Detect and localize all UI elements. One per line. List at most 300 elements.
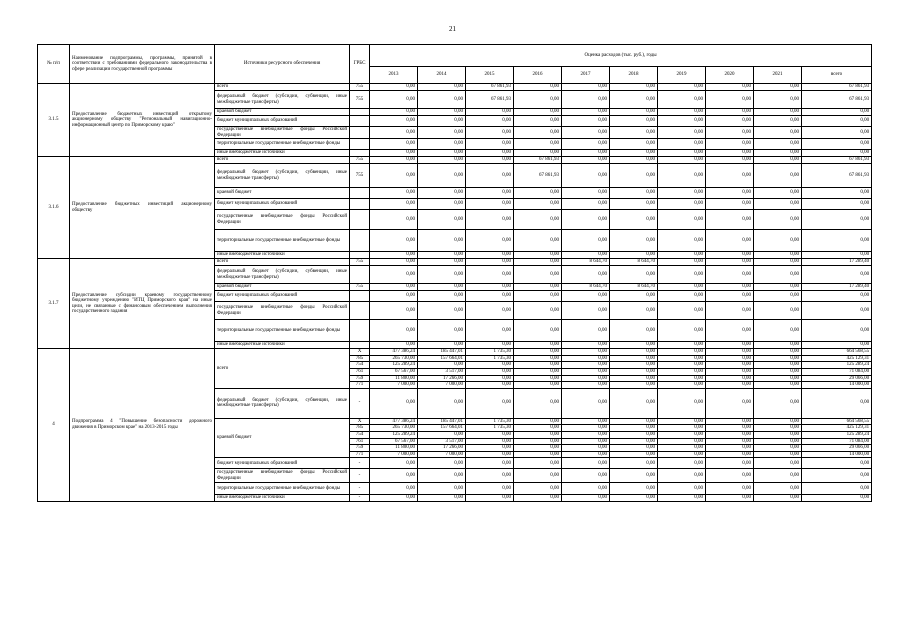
amount-cell: 7 000,00 bbox=[370, 382, 418, 389]
amount-cell: 0,00 bbox=[658, 164, 706, 188]
amount-cell: 0,00 bbox=[514, 84, 562, 91]
amount-cell: 0,00 bbox=[754, 418, 802, 425]
amount-cell: 0,00 bbox=[370, 483, 418, 495]
amount-cell: 0,00 bbox=[658, 266, 706, 284]
amount-cell: 0,00 bbox=[658, 259, 706, 266]
amount-cell: 0,00 bbox=[466, 388, 514, 418]
grbs-code bbox=[350, 252, 370, 259]
amount-cell: 0,00 bbox=[418, 127, 466, 139]
amount-cell: 0,00 bbox=[802, 150, 872, 157]
amount-cell: 477 386,24 bbox=[370, 349, 418, 356]
amount-cell: 0,00 bbox=[610, 109, 658, 116]
row-number: 3.1.7 bbox=[38, 259, 70, 349]
funding-source: государственные внебюджетные фонды Российской Федерации bbox=[215, 210, 350, 230]
grbs-code: 759 bbox=[350, 375, 370, 382]
amount-cell: 0,00 bbox=[754, 199, 802, 210]
amount-cell: 0,00 bbox=[706, 458, 754, 469]
amount-cell: 0,00 bbox=[562, 425, 610, 432]
amount-cell: 0,00 bbox=[466, 116, 514, 127]
amount-cell: 0,00 bbox=[754, 188, 802, 199]
amount-cell: 0,00 bbox=[418, 362, 466, 369]
header-grbs: ГРБС bbox=[350, 45, 370, 84]
amount-cell: 0,00 bbox=[466, 382, 514, 389]
amount-cell: 0,00 bbox=[802, 266, 872, 284]
amount-cell: 0,00 bbox=[658, 375, 706, 382]
amount-cell: 0,00 bbox=[706, 368, 754, 375]
amount-cell: 0,00 bbox=[706, 438, 754, 445]
amount-cell: 0,00 bbox=[610, 425, 658, 432]
amount-cell: 0,00 bbox=[418, 469, 466, 483]
amount-cell: 0,00 bbox=[802, 139, 872, 150]
amount-cell: 0,00 bbox=[658, 320, 706, 342]
amount-cell: 0,00 bbox=[658, 458, 706, 469]
amount-cell: 0,00 bbox=[610, 291, 658, 302]
amount-cell: 0,00 bbox=[802, 291, 872, 302]
amount-cell: 0,00 bbox=[466, 188, 514, 199]
amount-cell: 0,00 bbox=[754, 84, 802, 91]
amount-cell: 0,00 bbox=[562, 388, 610, 418]
amount-cell: 11 800,00 bbox=[370, 375, 418, 382]
amount-cell: 0,00 bbox=[514, 210, 562, 230]
amount-cell: 0,00 bbox=[802, 109, 872, 116]
funding-source: иные внебюджетные источники bbox=[215, 150, 350, 157]
amount-cell: 0,00 bbox=[610, 266, 658, 284]
amount-cell: 0,00 bbox=[466, 320, 514, 342]
amount-cell: 8 644,70 bbox=[610, 284, 658, 291]
row-number: 3.1.6 bbox=[38, 157, 70, 259]
amount-cell: 0,00 bbox=[706, 495, 754, 502]
amount-cell: 0,00 bbox=[706, 469, 754, 483]
grbs-code: X bbox=[350, 349, 370, 356]
amount-cell: 0,00 bbox=[706, 320, 754, 342]
amount-cell: 0,00 bbox=[706, 425, 754, 432]
amount-cell: 0,00 bbox=[706, 150, 754, 157]
amount-cell: 0,00 bbox=[658, 284, 706, 291]
funding-source: всего bbox=[215, 349, 350, 389]
amount-cell: 0,00 bbox=[418, 284, 466, 291]
grbs-code bbox=[350, 342, 370, 349]
amount-cell: 67 861,93 bbox=[802, 164, 872, 188]
amount-cell: 0,00 bbox=[658, 150, 706, 157]
funding-source: бюджет муниципальных образований bbox=[215, 199, 350, 210]
amount-cell: 0,00 bbox=[514, 382, 562, 389]
amount-cell: 0,00 bbox=[658, 84, 706, 91]
grbs-code: 755 bbox=[350, 157, 370, 164]
amount-cell: 0,00 bbox=[562, 139, 610, 150]
amount-cell: 0,00 bbox=[658, 109, 706, 116]
amount-cell: 0,00 bbox=[466, 438, 514, 445]
budget-table bbox=[37, 44, 872, 502]
amount-cell: 0,00 bbox=[706, 266, 754, 284]
amount-cell: 0,00 bbox=[706, 362, 754, 369]
amount-cell: 0,00 bbox=[418, 210, 466, 230]
amount-cell: 0,00 bbox=[610, 355, 658, 362]
amount-cell: 0,00 bbox=[514, 458, 562, 469]
amount-cell: 0,00 bbox=[418, 483, 466, 495]
amount-cell: 0,00 bbox=[706, 431, 754, 438]
amount-cell: 17 266,00 bbox=[418, 375, 466, 382]
amount-cell: 0,00 bbox=[658, 418, 706, 425]
amount-cell: 0,00 bbox=[706, 230, 754, 252]
amount-cell: 0,00 bbox=[562, 368, 610, 375]
amount-cell: 0,00 bbox=[754, 157, 802, 164]
amount-cell: 0,00 bbox=[562, 199, 610, 210]
amount-cell: 67 861,93 bbox=[514, 164, 562, 188]
amount-cell: 29 066,00 bbox=[802, 445, 872, 452]
table-row bbox=[38, 84, 872, 91]
amount-cell: 0,00 bbox=[466, 483, 514, 495]
amount-cell: 0,00 bbox=[754, 355, 802, 362]
amount-cell: 157 664,01 bbox=[418, 425, 466, 432]
amount-cell: 0,00 bbox=[514, 451, 562, 458]
amount-cell: 0,00 bbox=[370, 458, 418, 469]
amount-cell: 7 000,00 bbox=[418, 382, 466, 389]
amount-cell: 0,00 bbox=[514, 284, 562, 291]
amount-cell: 0,00 bbox=[466, 368, 514, 375]
amount-cell: 11 800,00 bbox=[370, 445, 418, 452]
amount-cell: 0,00 bbox=[466, 469, 514, 483]
amount-cell: 0,00 bbox=[562, 302, 610, 320]
amount-cell: 0,00 bbox=[562, 291, 610, 302]
amount-cell: 0,00 bbox=[802, 469, 872, 483]
amount-cell: 0,00 bbox=[370, 84, 418, 91]
amount-cell: 7 000,00 bbox=[370, 451, 418, 458]
grbs-code: 755 bbox=[350, 91, 370, 109]
amount-cell: 1 735,30 bbox=[466, 355, 514, 362]
amount-cell: 0,00 bbox=[754, 362, 802, 369]
amount-cell: 0,00 bbox=[562, 418, 610, 425]
amount-cell: 265 730,00 bbox=[370, 425, 418, 432]
grbs-code bbox=[350, 127, 370, 139]
amount-cell: 0,00 bbox=[562, 127, 610, 139]
amount-cell: 0,00 bbox=[514, 368, 562, 375]
amount-cell: 0,00 bbox=[370, 109, 418, 116]
amount-cell: 0,00 bbox=[418, 342, 466, 349]
amount-cell: 0,00 bbox=[754, 150, 802, 157]
amount-cell: 0,00 bbox=[418, 320, 466, 342]
amount-cell: 0,00 bbox=[802, 127, 872, 139]
amount-cell: 0,00 bbox=[754, 116, 802, 127]
amount-cell: 0,00 bbox=[754, 451, 802, 458]
amount-cell: 0,00 bbox=[754, 164, 802, 188]
amount-cell: 0,00 bbox=[514, 495, 562, 502]
amount-cell: 0,00 bbox=[562, 210, 610, 230]
amount-cell: 0,00 bbox=[754, 458, 802, 469]
amount-cell: 0,00 bbox=[466, 302, 514, 320]
amount-cell: 0,00 bbox=[754, 266, 802, 284]
amount-cell: 0,00 bbox=[514, 320, 562, 342]
amount-cell: 0,00 bbox=[466, 342, 514, 349]
grbs-code: 755 bbox=[350, 284, 370, 291]
amount-cell: 664 568,55 bbox=[802, 418, 872, 425]
grbs-code: 771 bbox=[350, 451, 370, 458]
amount-cell: 0,00 bbox=[754, 109, 802, 116]
amount-cell: 0,00 bbox=[610, 188, 658, 199]
grbs-code: 754 bbox=[350, 431, 370, 438]
amount-cell: 0,00 bbox=[658, 451, 706, 458]
amount-cell: 0,00 bbox=[562, 109, 610, 116]
amount-cell: 0,00 bbox=[658, 349, 706, 356]
amount-cell: 425 129,31 bbox=[802, 355, 872, 362]
amount-cell: 0,00 bbox=[658, 495, 706, 502]
amount-cell: 0,00 bbox=[802, 302, 872, 320]
amount-cell: 0,00 bbox=[802, 116, 872, 127]
amount-cell: 0,00 bbox=[514, 139, 562, 150]
amount-cell: 0,00 bbox=[706, 342, 754, 349]
amount-cell: 0,00 bbox=[514, 91, 562, 109]
amount-cell: 17 266,00 bbox=[418, 445, 466, 452]
amount-cell: 0,00 bbox=[706, 375, 754, 382]
amount-cell: 0,00 bbox=[754, 342, 802, 349]
header-num: № п/п bbox=[38, 45, 70, 84]
amount-cell: 0,00 bbox=[370, 139, 418, 150]
table-row bbox=[38, 157, 872, 164]
grbs-code: 785 bbox=[350, 425, 370, 432]
grbs-code: 755 bbox=[350, 84, 370, 91]
amount-cell: 0,00 bbox=[754, 91, 802, 109]
total-header: всего bbox=[802, 67, 872, 84]
amount-cell: 265 730,00 bbox=[370, 355, 418, 362]
program-name: Предоставление бюджетных инвестиций открытому акционерному обществу "Региональный навигационно-информационный центр по Приморскому краю" bbox=[70, 84, 215, 157]
amount-cell: 0,00 bbox=[466, 230, 514, 252]
grbs-code: 761 bbox=[350, 368, 370, 375]
amount-cell: 0,00 bbox=[610, 483, 658, 495]
amount-cell: 157 664,01 bbox=[418, 355, 466, 362]
amount-cell: 14 000,00 bbox=[802, 451, 872, 458]
amount-cell: 0,00 bbox=[658, 469, 706, 483]
amount-cell: 185 447,01 bbox=[418, 349, 466, 356]
amount-cell: 0,00 bbox=[514, 362, 562, 369]
amount-cell: 0,00 bbox=[514, 355, 562, 362]
amount-cell: 0,00 bbox=[658, 342, 706, 349]
amount-cell: 0,00 bbox=[802, 188, 872, 199]
amount-cell: 0,00 bbox=[466, 362, 514, 369]
amount-cell: 0,00 bbox=[658, 230, 706, 252]
amount-cell: 0,00 bbox=[610, 302, 658, 320]
amount-cell: 67 567,00 bbox=[370, 368, 418, 375]
amount-cell: 0,00 bbox=[802, 495, 872, 502]
grbs-code: - bbox=[350, 458, 370, 469]
amount-cell: 0,00 bbox=[754, 139, 802, 150]
amount-cell: 0,00 bbox=[562, 362, 610, 369]
amount-cell: 0,00 bbox=[562, 483, 610, 495]
amount-cell: 0,00 bbox=[754, 302, 802, 320]
amount-cell: 0,00 bbox=[514, 431, 562, 438]
amount-cell: 0,00 bbox=[514, 469, 562, 483]
amount-cell: 0,00 bbox=[514, 438, 562, 445]
amount-cell: 0,00 bbox=[466, 157, 514, 164]
year-header: 2017 bbox=[562, 67, 610, 84]
amount-cell: 0,00 bbox=[658, 445, 706, 452]
amount-cell: 0,00 bbox=[562, 266, 610, 284]
year-header: 2019 bbox=[658, 67, 706, 84]
amount-cell: 0,00 bbox=[562, 445, 610, 452]
amount-cell: 0,00 bbox=[610, 382, 658, 389]
row-number: 4 bbox=[38, 349, 70, 502]
amount-cell: 0,00 bbox=[514, 230, 562, 252]
amount-cell: 0,00 bbox=[370, 91, 418, 109]
amount-cell: 0,00 bbox=[754, 483, 802, 495]
funding-source: всего bbox=[215, 84, 350, 91]
grbs-code: - bbox=[350, 483, 370, 495]
amount-cell: 0,00 bbox=[466, 164, 514, 188]
funding-source: краевой бюджет bbox=[215, 284, 350, 291]
amount-cell: 0,00 bbox=[514, 425, 562, 432]
amount-cell: 0,00 bbox=[466, 150, 514, 157]
amount-cell: 0,00 bbox=[706, 139, 754, 150]
funding-source: государственные внебюджетные фонды Российской Федерации bbox=[215, 469, 350, 483]
amount-cell: 0,00 bbox=[754, 291, 802, 302]
amount-cell: 0,00 bbox=[610, 199, 658, 210]
amount-cell: 0,00 bbox=[514, 259, 562, 266]
amount-cell: 0,00 bbox=[418, 291, 466, 302]
amount-cell: 664 568,55 bbox=[802, 349, 872, 356]
amount-cell: 0,00 bbox=[370, 284, 418, 291]
amount-cell: 0,00 bbox=[418, 495, 466, 502]
amount-cell: 0,00 bbox=[658, 438, 706, 445]
amount-cell: 0,00 bbox=[610, 451, 658, 458]
amount-cell: 0,00 bbox=[418, 139, 466, 150]
funding-source: краевой бюджет bbox=[215, 109, 350, 116]
amount-cell: 0,00 bbox=[418, 388, 466, 418]
amount-cell: 0,00 bbox=[754, 438, 802, 445]
amount-cell: 0,00 bbox=[562, 375, 610, 382]
amount-cell: 0,00 bbox=[610, 127, 658, 139]
amount-cell: 477 386,24 bbox=[370, 418, 418, 425]
grbs-code bbox=[350, 291, 370, 302]
grbs-code: - bbox=[350, 388, 370, 418]
amount-cell: 0,00 bbox=[370, 266, 418, 284]
amount-cell: 14 000,00 bbox=[802, 382, 872, 389]
grbs-code bbox=[350, 188, 370, 199]
amount-cell: 0,00 bbox=[706, 291, 754, 302]
grbs-code bbox=[350, 116, 370, 127]
funding-source: федеральный бюджет (субсидии, субвенции, иные межбюджетные трансферты) bbox=[215, 91, 350, 109]
year-header: 2021 bbox=[754, 67, 802, 84]
amount-cell: 0,00 bbox=[754, 375, 802, 382]
amount-cell: 0,00 bbox=[610, 164, 658, 188]
amount-cell: 0,00 bbox=[466, 252, 514, 259]
amount-cell: 0,00 bbox=[370, 252, 418, 259]
amount-cell: 0,00 bbox=[562, 451, 610, 458]
amount-cell: 0,00 bbox=[754, 284, 802, 291]
grbs-code: 755 bbox=[350, 164, 370, 188]
amount-cell: 71 084,00 bbox=[802, 438, 872, 445]
amount-cell: 1 735,30 bbox=[466, 349, 514, 356]
program-name: Предоставление бюджетных инвестиций акционерному обществу bbox=[70, 157, 215, 259]
grbs-code: 755 bbox=[350, 259, 370, 266]
program-name: Предоставление субсидии краевому государственному бюджетному учреждению "ИТЦ Приморского края" на иные цели, не связанные с финансовым обеспечением выполнения государственного задания bbox=[70, 259, 215, 349]
amount-cell: 0,00 bbox=[466, 458, 514, 469]
funding-source: территориальные государственные внебюджетные фонды bbox=[215, 483, 350, 495]
amount-cell: 0,00 bbox=[802, 252, 872, 259]
amount-cell: 0,00 bbox=[706, 188, 754, 199]
amount-cell: 0,00 bbox=[562, 355, 610, 362]
amount-cell: 0,00 bbox=[706, 210, 754, 230]
amount-cell: 0,00 bbox=[610, 84, 658, 91]
grbs-code: 754 bbox=[350, 362, 370, 369]
amount-cell: 0,00 bbox=[658, 139, 706, 150]
amount-cell: 0,00 bbox=[370, 210, 418, 230]
amount-cell: 0,00 bbox=[418, 91, 466, 109]
amount-cell: 0,00 bbox=[466, 210, 514, 230]
amount-cell: 0,00 bbox=[610, 157, 658, 164]
year-header: 2016 bbox=[514, 67, 562, 84]
amount-cell: 0,00 bbox=[610, 362, 658, 369]
amount-cell: 0,00 bbox=[610, 139, 658, 150]
funding-source: территориальные государственные внебюджетные фонды bbox=[215, 320, 350, 342]
amount-cell: 0,00 bbox=[514, 483, 562, 495]
amount-cell: 0,00 bbox=[370, 388, 418, 418]
amount-cell: 0,00 bbox=[370, 320, 418, 342]
amount-cell: 17 289,40 bbox=[802, 259, 872, 266]
amount-cell: 0,00 bbox=[514, 291, 562, 302]
amount-cell: 67 861,93 bbox=[466, 91, 514, 109]
amount-cell: 0,00 bbox=[706, 284, 754, 291]
funding-source: краевой бюджет bbox=[215, 418, 350, 458]
amount-cell: 0,00 bbox=[562, 157, 610, 164]
amount-cell: 0,00 bbox=[370, 127, 418, 139]
amount-cell: 0,00 bbox=[754, 425, 802, 432]
amount-cell: 0,00 bbox=[610, 495, 658, 502]
amount-cell: 0,00 bbox=[370, 150, 418, 157]
amount-cell: 0,00 bbox=[370, 157, 418, 164]
amount-cell: 0,00 bbox=[514, 116, 562, 127]
amount-cell: 0,00 bbox=[466, 431, 514, 438]
amount-cell: 0,00 bbox=[802, 342, 872, 349]
amount-cell: 0,00 bbox=[754, 252, 802, 259]
amount-cell: 0,00 bbox=[610, 445, 658, 452]
amount-cell: 0,00 bbox=[658, 302, 706, 320]
amount-cell: 0,00 bbox=[466, 375, 514, 382]
amount-cell: 0,00 bbox=[610, 116, 658, 127]
amount-cell: 0,00 bbox=[610, 252, 658, 259]
amount-cell: 0,00 bbox=[706, 252, 754, 259]
grbs-code: - bbox=[350, 469, 370, 483]
amount-cell: 0,00 bbox=[610, 469, 658, 483]
amount-cell: 8 644,70 bbox=[562, 259, 610, 266]
amount-cell: 0,00 bbox=[466, 291, 514, 302]
table-row bbox=[38, 349, 872, 356]
amount-cell: 0,00 bbox=[802, 320, 872, 342]
grbs-code: X bbox=[350, 418, 370, 425]
amount-cell: 0,00 bbox=[610, 349, 658, 356]
amount-cell: 0,00 bbox=[802, 483, 872, 495]
amount-cell: 17 289,40 bbox=[802, 284, 872, 291]
amount-cell: 0,00 bbox=[754, 445, 802, 452]
amount-cell: 0,00 bbox=[706, 259, 754, 266]
amount-cell: 0,00 bbox=[466, 139, 514, 150]
amount-cell: 0,00 bbox=[418, 302, 466, 320]
amount-cell: 0,00 bbox=[562, 495, 610, 502]
amount-cell: 0,00 bbox=[706, 199, 754, 210]
amount-cell: 0,00 bbox=[658, 368, 706, 375]
amount-cell: 67 861,93 bbox=[802, 157, 872, 164]
amount-cell: 0,00 bbox=[658, 382, 706, 389]
amount-cell: 0,00 bbox=[418, 230, 466, 252]
amount-cell: 0,00 bbox=[514, 252, 562, 259]
grbs-code bbox=[350, 266, 370, 284]
amount-cell: 0,00 bbox=[418, 116, 466, 127]
funding-source: краевой бюджет bbox=[215, 188, 350, 199]
amount-cell: 0,00 bbox=[562, 469, 610, 483]
amount-cell: 0,00 bbox=[610, 375, 658, 382]
amount-cell: 67 861,93 bbox=[514, 157, 562, 164]
row-number: 3.1.5 bbox=[38, 84, 70, 157]
amount-cell: 0,00 bbox=[706, 109, 754, 116]
funding-source: федеральный бюджет (субсидии, субвенции, иные межбюджетные трансферты) bbox=[215, 164, 350, 188]
amount-cell: 0,00 bbox=[562, 252, 610, 259]
